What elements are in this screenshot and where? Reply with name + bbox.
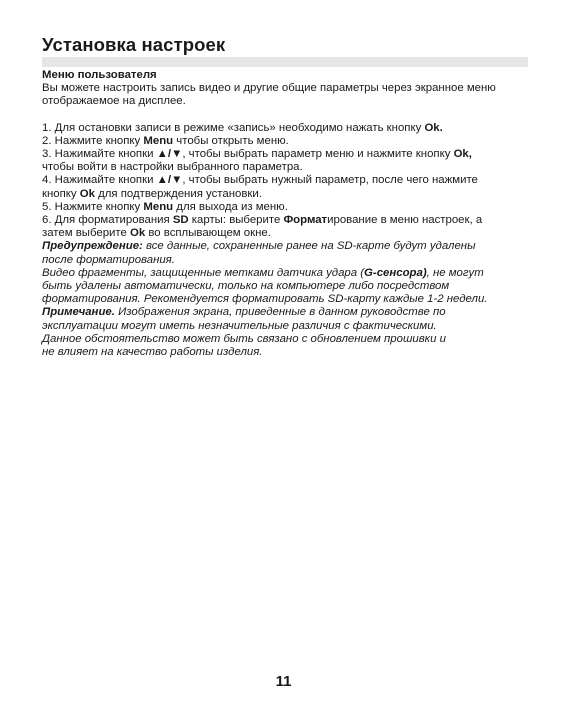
page-title: Установка настроек xyxy=(42,34,226,55)
note-line-3: Данное обстоятельство может быть связано с обновлением прошивки и xyxy=(42,332,446,345)
spacer xyxy=(42,109,530,122)
page-number: 11 xyxy=(275,673,292,690)
note-line-1: Примечание. Изображения экрана, приведенные в данном руководстве по xyxy=(42,306,446,319)
step-5: 5. Нажмите кнопку Menu для выхода из меню. xyxy=(42,200,288,213)
step-6-cont: затем выберите Ok во всплывающем окне. xyxy=(42,227,271,240)
step-6: 6. Для форматирования SD карты: выберите Форматирование в меню настроек, а xyxy=(42,214,483,227)
step-3: 3. Нажимайте кнопки ▲/▼, чтобы выбрать параметр меню и нажмите кнопку Ok, xyxy=(42,148,472,161)
step-3-cont: чтобы войти в настройки выбранного параметра. xyxy=(42,161,303,174)
section-subheading: Меню пользователя xyxy=(42,69,157,81)
warning-line-2: после форматирования. xyxy=(42,253,175,266)
title-underline-bar xyxy=(42,57,528,67)
video-line-2: быть удалены автоматически, только на компьютере либо посредством xyxy=(42,280,450,293)
step-4: 4. Нажимайте кнопки ▲/▼, чтобы выбрать нужный параметр, после чего нажмите xyxy=(42,174,478,187)
step-4-cont: кнопку Ok для подтверждения установки. xyxy=(42,187,262,200)
intro-paragraph: Вы можете настроить запись видео и другие общие параметры через экранное меню отображаемое на дисплее. xyxy=(42,82,496,108)
warning-line-1: Предупреждение: все данные, сохраненные ранее на SD-карте будут удалены xyxy=(42,240,476,253)
note-line-2: эксплуатации могут иметь незначительные различия с фактическими. xyxy=(42,319,437,332)
page-content xyxy=(42,34,530,359)
step-1: 1. Для остановки записи в режиме «запись» необходимо нажать кнопку Ok. xyxy=(42,121,443,134)
video-line-1: Видео фрагменты, защищенные метками датчика удара (G-сенсора), не могут xyxy=(42,266,484,279)
step-2: 2. Нажмите кнопку Menu чтобы открыть меню. xyxy=(42,134,289,147)
video-line-3: форматирования. Рекомендуется форматировать SD-карту каждые 1-2 недели. xyxy=(42,293,488,306)
user-menu-section xyxy=(42,69,530,359)
note-line-4: не влияет на качество работы изделия. xyxy=(42,346,263,359)
